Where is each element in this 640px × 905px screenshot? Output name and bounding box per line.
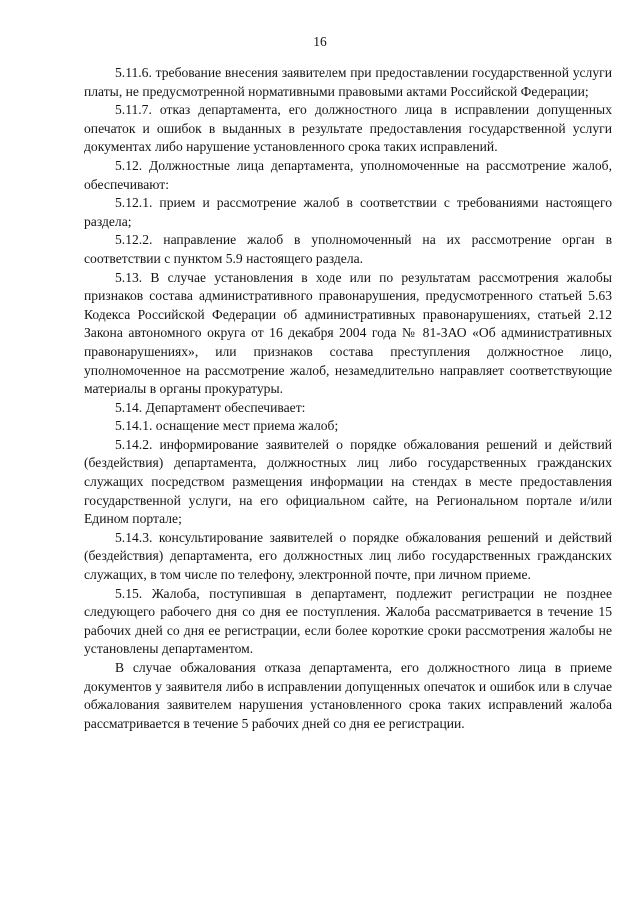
paragraph-5-15-continued: В случае обжалования отказа департамента, его должностного лица в приеме документов у заявителя либо в исправлении допущенных опечаток и ошибок или в случае обжалования заявителем нарушения установленного срока таких исправлений жалоба рассматривается в течение 5 рабочих дней со дня ее регистрации.	[84, 660, 612, 731]
paragraph-5-14-2: 5.14.2. информирование заявителей о порядке обжалования решений и действий (бездействия) департамента, должностных лиц либо государственных гражданских служащих посредством размещения информации на стендах в месте предоставления государственной услуги, на его официальном сайте, на Региональном портале и/или Едином портале;	[84, 436, 612, 527]
paragraph-5-14: 5.14. Департамент обеспечивает:	[115, 399, 306, 415]
document-body	[84, 64, 612, 733]
paragraph-5-14-3: 5.14.3. консультирование заявителей о порядке обжалования решений и действий (бездействия) департамента, его должностных лиц либо государственных гражданских служащих, в том числе по телефону, электронной почте, при личном приеме.	[84, 529, 612, 583]
paragraph-5-14-1: 5.14.1. оснащение мест приема жалоб;	[115, 418, 339, 434]
paragraph-5-12-1: 5.12.1. прием и рассмотрение жалоб в соответствии с требованиями настоящего раздела;	[84, 195, 612, 229]
paragraph-5-11-7: 5.11.7. отказ департамента, его должностного лица в исправлении допущенных опечаток и ошибок в выданных в результате предоставления государственной услуги документах либо нарушение установленного срока таких исправлений.	[84, 102, 612, 155]
paragraph-5-15: 5.15. Жалоба, поступившая в департамент, подлежит регистрации не позднее следующего рабочего дня со дня ее поступления. Жалоба рассматривается в течение 15 рабочих дней со дня ее регистрации, если более короткие сроки рассмотрения жалобы не установлены департаментом.	[84, 585, 612, 657]
paragraph-5-13: 5.13. В случае установления в ходе или по результатам рассмотрения жалобы признаков состава административного правонарушения, предусмотренного статьей 5.63 Кодекса Российской Федерации об административных правонарушениях, статьей 2.12 Закона автономного округа от 16 декабря 2004 года № 81-ЗАО «Об административных правонарушениях», или признаков состава преступления должностное лицо, уполномоченное на рассмотрение жалоб, незамедлительно направляет соответствующие материалы в органы прокуратуры.	[84, 269, 612, 397]
paragraph-5-11-6: 5.11.6. требование внесения заявителем при предоставлении государственной услуги платы, не предусмотренной нормативными правовыми актами Российской Федерации;	[84, 65, 612, 99]
paragraph-5-12-2: 5.12.2. направление жалоб в уполномоченный на их рассмотрение орган в соответствии с пунктом 5.9 настоящего раздела.	[84, 232, 612, 266]
page-number: 16	[313, 34, 327, 49]
paragraph-5-12: 5.12. Должностные лица департамента, уполномоченные на рассмотрение жалоб, обеспечивают:	[84, 157, 612, 192]
